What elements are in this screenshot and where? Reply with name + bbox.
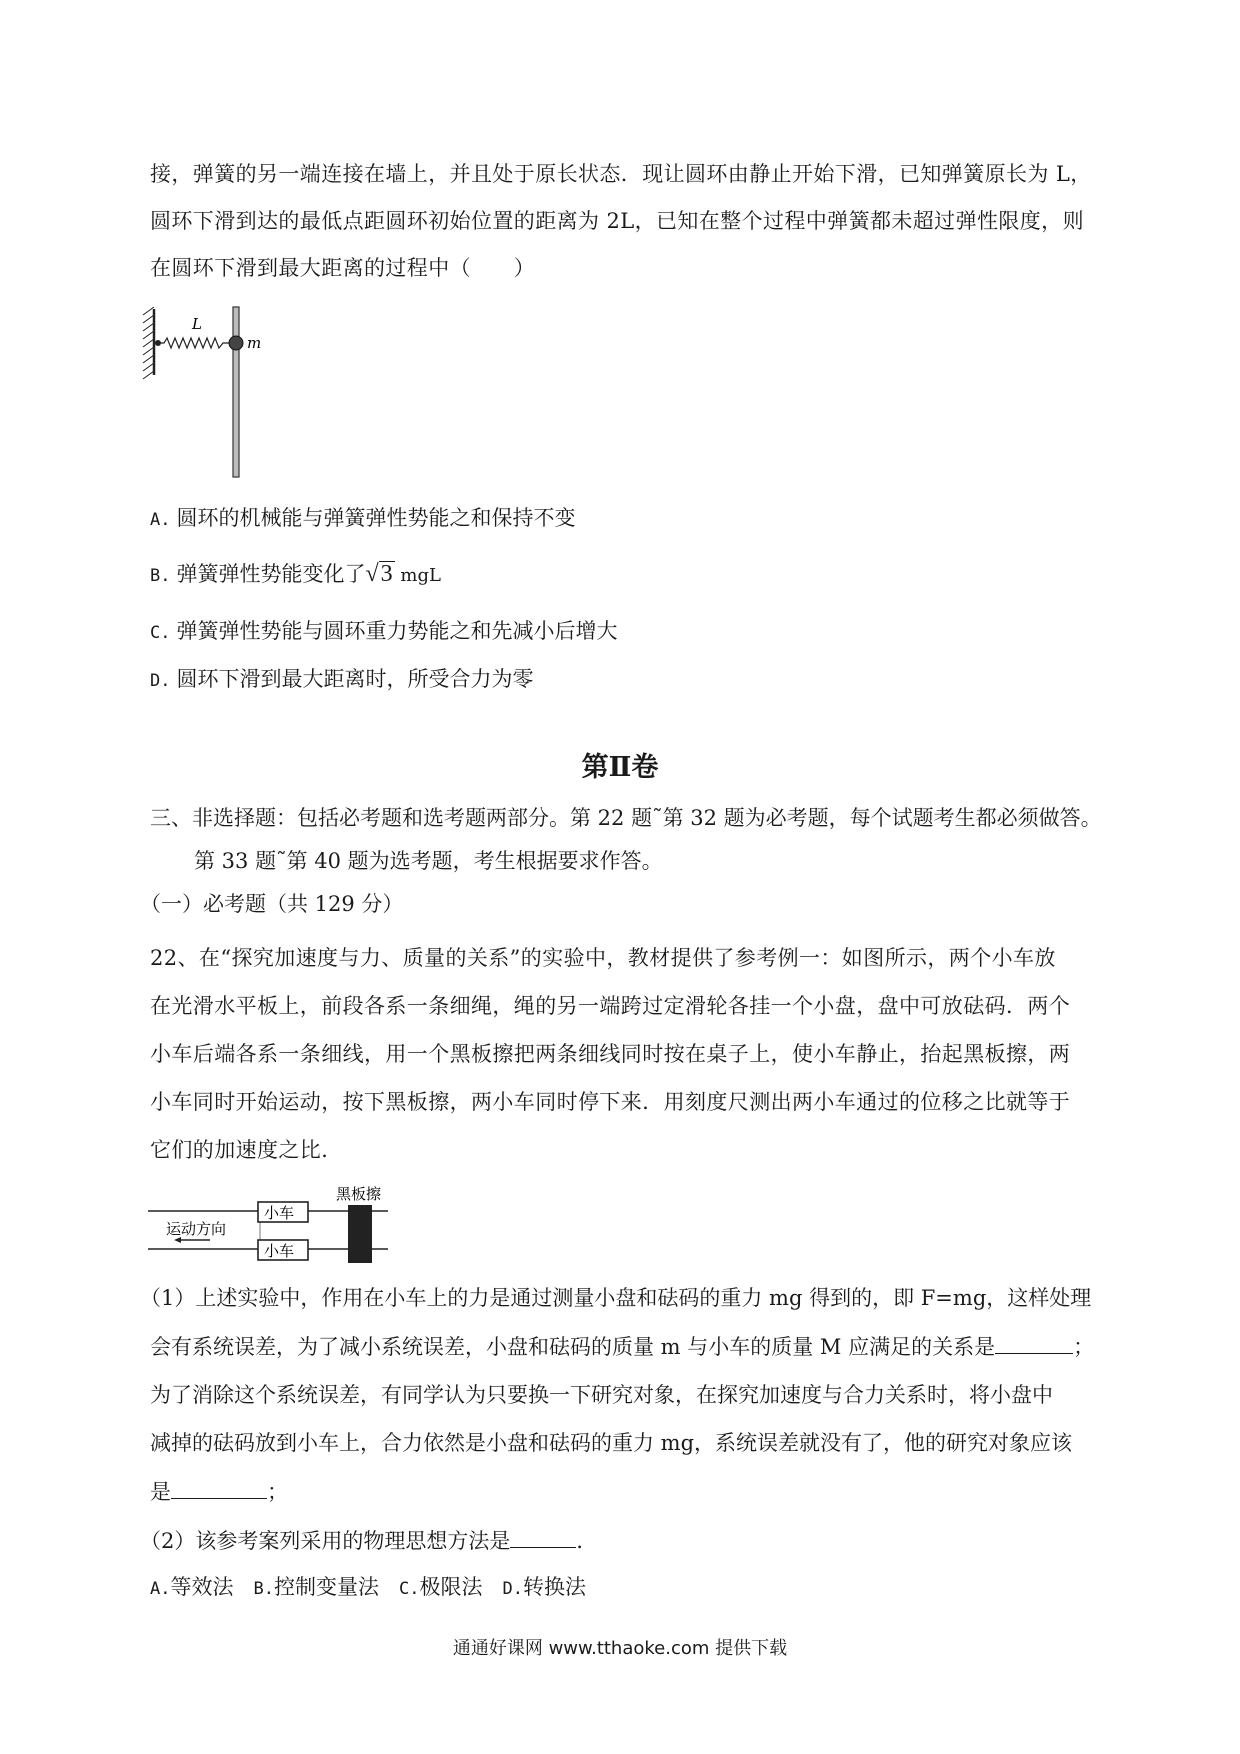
sqrt-expression: √3 xyxy=(365,561,393,587)
q22-part2-options xyxy=(150,1572,586,1604)
q22-part2-end: ． xyxy=(576,1529,598,1553)
cart-bottom xyxy=(258,1240,308,1260)
mass-label: m xyxy=(247,334,262,352)
figure-carts-eraser xyxy=(148,1185,398,1265)
section-title: 第Ⅱ卷 xyxy=(581,752,659,783)
option-text: 转换法 xyxy=(523,1575,587,1599)
option-letter: C. xyxy=(399,1579,420,1599)
option-text: 控制变量法 xyxy=(274,1575,379,1599)
eraser-icon xyxy=(348,1205,372,1263)
q22-stem-line-3: 小车后端各系一条细线，用一个黑板擦把两条细线同时按在桌子上，使小车静止，抬起黑板擦，两 xyxy=(150,1042,1071,1066)
q21-stem-line-3: 在圆环下滑到最大距离的过程中（ ） xyxy=(150,256,536,280)
spring-icon xyxy=(155,338,230,348)
sqrt-radicand: 3 xyxy=(380,561,393,587)
spring-length-label: L xyxy=(192,315,202,333)
q21-option-d xyxy=(150,664,533,696)
q21-option-b xyxy=(150,559,441,591)
q22-part2-text: （2）该参考案列采用的物理思想方法是 xyxy=(140,1529,511,1553)
q22-part1-line-2 xyxy=(150,1331,1094,1362)
section3-line-1: 三、非选择题：包括必考题和选考题两部分。第 22 题˜第 32 题为必考题，每个试题考生都必须做答。 xyxy=(150,806,1102,830)
option-letter: B. xyxy=(150,566,171,586)
q22-part1-line-3: 为了消除这个系统误差，有同学认为只要换一下研究对象，在探究加速度与合力关系时，将小盘中 xyxy=(150,1383,1053,1407)
option-letter: D. xyxy=(502,1579,524,1599)
wall-icon xyxy=(143,307,154,379)
q22-part1-line-5-text: 是 xyxy=(150,1480,171,1504)
option-letter: B. xyxy=(253,1579,274,1599)
option-letter: A. xyxy=(150,510,171,530)
option-text: 极限法 xyxy=(419,1575,483,1599)
q21-option-a xyxy=(150,503,575,535)
q22-part1-line-5-end: ； xyxy=(267,1480,288,1504)
q21-option-c xyxy=(150,616,617,648)
option-letter: D. xyxy=(150,671,171,691)
q22-part1-line-5 xyxy=(150,1476,288,1507)
option-text: 圆环下滑到最大距离时，所受合力为零 xyxy=(176,667,534,691)
option-letter: A. xyxy=(150,1579,171,1599)
direction-label: 运动方向 xyxy=(166,1220,227,1238)
q22-stem-line-4: 小车同时开始运动，按下黑板擦，两小车同时停下来．用刻度尺测出两小车通过的位移之比就等于 xyxy=(150,1090,1071,1114)
q22-stem-line-2: 在光滑水平板上，前段各系一条细绳，绳的另一端跨过定滑轮各挂一个小盘，盘中可放砝码．两个 xyxy=(150,994,1071,1018)
q22-part1-line-4: 减掉的砝码放到小车上，合力依然是小盘和砝码的重力 mg，系统误差就没有了，他的研究对象应该 xyxy=(150,1431,1073,1455)
page-footer: 通通好课网 www.tthaoke.com 提供下载 xyxy=(452,1638,788,1659)
q22-stem-line-1: 22、在“探究加速度与力、质量的关系”的实验中，教材提供了参考例一：如图所示，两个小车放 xyxy=(150,946,1056,970)
cart-bottom-label: 小车 xyxy=(264,1242,295,1260)
answer-blank-1[interactable] xyxy=(995,1331,1073,1354)
q21-stem-line-2: 圆环下滑到达的最低点距圆环初始位置的距离为 2L，已知在整个过程中弹簧都未超过弹性限度，则 xyxy=(150,209,1084,233)
answer-blank-3[interactable] xyxy=(510,1525,576,1548)
rod-icon xyxy=(233,307,239,477)
option-text: 圆环的机械能与弹簧弹性势能之和保持不变 xyxy=(176,506,576,530)
option-text: 等效法 xyxy=(170,1575,234,1599)
figure-spring-ring xyxy=(140,305,280,485)
q22-part1-line-2-end: ； xyxy=(1073,1335,1095,1359)
q22-part1-line-2-text: 会有系统误差，为了减小系统误差，小盘和砝码的质量 m 与小车的质量 M 应满足的关系是 xyxy=(150,1335,996,1359)
section3-subtitle: （一）必考题（共 129 分） xyxy=(140,892,404,916)
option-text: 弹簧弹性势能变化了 xyxy=(176,562,366,586)
option-letter: C. xyxy=(150,623,171,643)
eraser-label: 黑板擦 xyxy=(336,1185,382,1203)
cart-top xyxy=(258,1202,308,1222)
ring-icon xyxy=(229,336,243,350)
q22-part2-line xyxy=(140,1525,597,1556)
section3-line-2: 第 33 题˜第 40 题为选考题，考生根据要求作答。 xyxy=(194,849,663,873)
q21-stem-line-1: 接，弹簧的另一端连接在墙上，并且处于原长状态．现让圆环由静止开始下滑，已知弹簧原长为 L， xyxy=(150,162,1092,186)
option-text-suffix: mgL xyxy=(394,565,441,586)
q22-part1-line-1: （1）上述实验中，作用在小车上的力是通过测量小盘和砝码的重力 mg 得到的，即 F=mg，这样处理 xyxy=(140,1286,1092,1310)
cart-top-label: 小车 xyxy=(264,1204,295,1222)
q22-stem-line-5: 它们的加速度之比． xyxy=(150,1138,343,1162)
answer-blank-2[interactable] xyxy=(171,1476,267,1499)
option-text: 弹簧弹性势能与圆环重力势能之和先减小后增大 xyxy=(176,619,618,643)
